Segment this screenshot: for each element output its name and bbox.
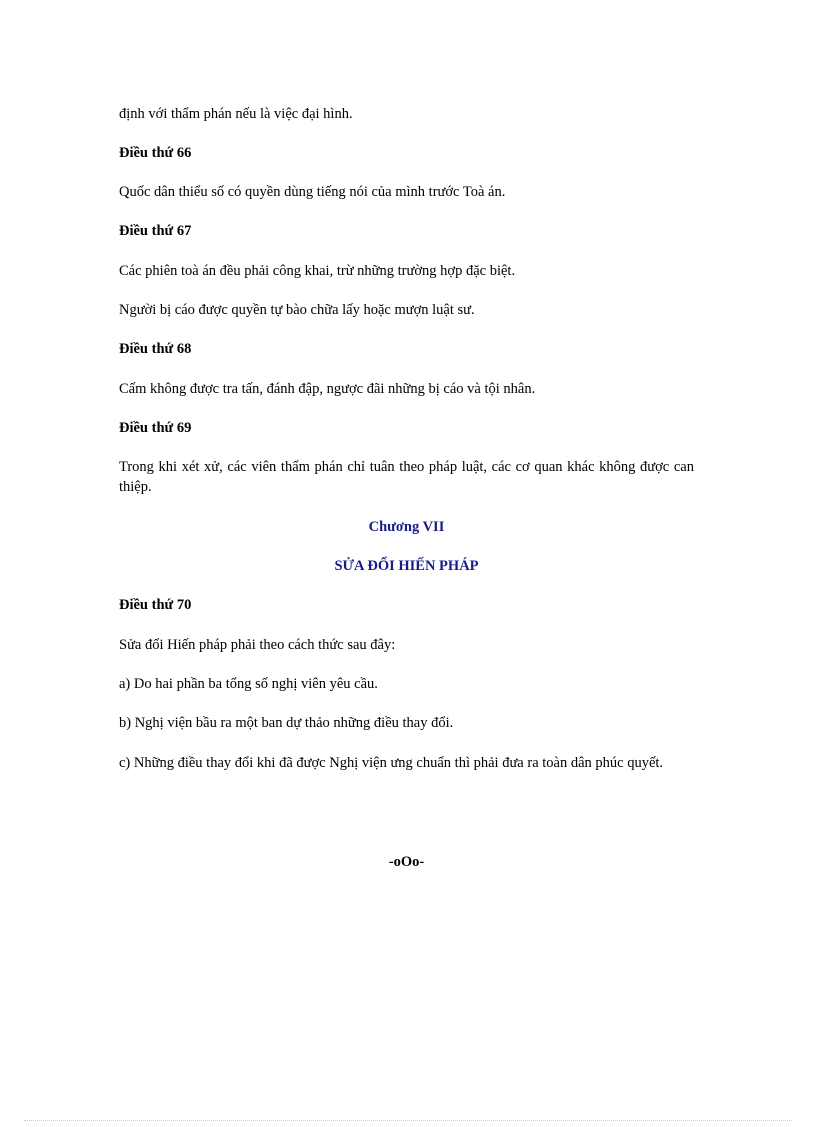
article-70-item-c: c) Những điều thay đổi khi đã được Nghị viện ưng chuẩn thì phải đưa ra toàn dân phúc quyết. bbox=[119, 755, 664, 771]
article-70-item-a: a) Do hai phần ba tổng số nghị viên yêu cầu. bbox=[119, 676, 378, 692]
page-bottom-divider bbox=[24, 1120, 792, 1121]
article-69-title: Điều thứ 69 bbox=[119, 420, 192, 436]
end-mark: -oOo- bbox=[388, 854, 425, 870]
article-67-text-2: Người bị cáo được quyền tự bào chữa lấy hoặc mượn luật sư. bbox=[119, 302, 475, 318]
chapter-title: Chương VII bbox=[368, 519, 445, 535]
article-67-title: Điều thứ 67 bbox=[119, 223, 192, 239]
article-70-intro: Sửa đổi Hiến pháp phải theo cách thức sau đây: bbox=[119, 637, 396, 653]
article-68-title: Điều thứ 68 bbox=[119, 341, 192, 357]
article-66-title: Điều thứ 66 bbox=[119, 145, 192, 161]
article-70-item-b: b) Nghị viện bầu ra một ban dự thảo những điều thay đổi. bbox=[119, 715, 454, 731]
article-67-text-1: Các phiên toà án đều phải công khai, trừ những trường hợp đặc biệt. bbox=[119, 263, 516, 279]
article-69-text: Trong khi xét xử, các viên thẩm phán chỉ tuân theo pháp luật, các cơ quan khác không được can thiệp. bbox=[119, 459, 694, 495]
article-66-text: Quốc dân thiểu số có quyền dùng tiếng nói của mình trước Toà án. bbox=[119, 184, 506, 200]
article-68-text: Cấm không được tra tấn, đánh đập, ngược đãi những bị cáo và tội nhân. bbox=[119, 381, 536, 397]
article-70-title: Điều thứ 70 bbox=[119, 597, 192, 613]
chapter-subtitle: SỬA ĐỔI HIẾN PHÁP bbox=[334, 558, 479, 574]
continuation-line: định với thẩm phán nếu là việc đại hình. bbox=[119, 106, 353, 122]
